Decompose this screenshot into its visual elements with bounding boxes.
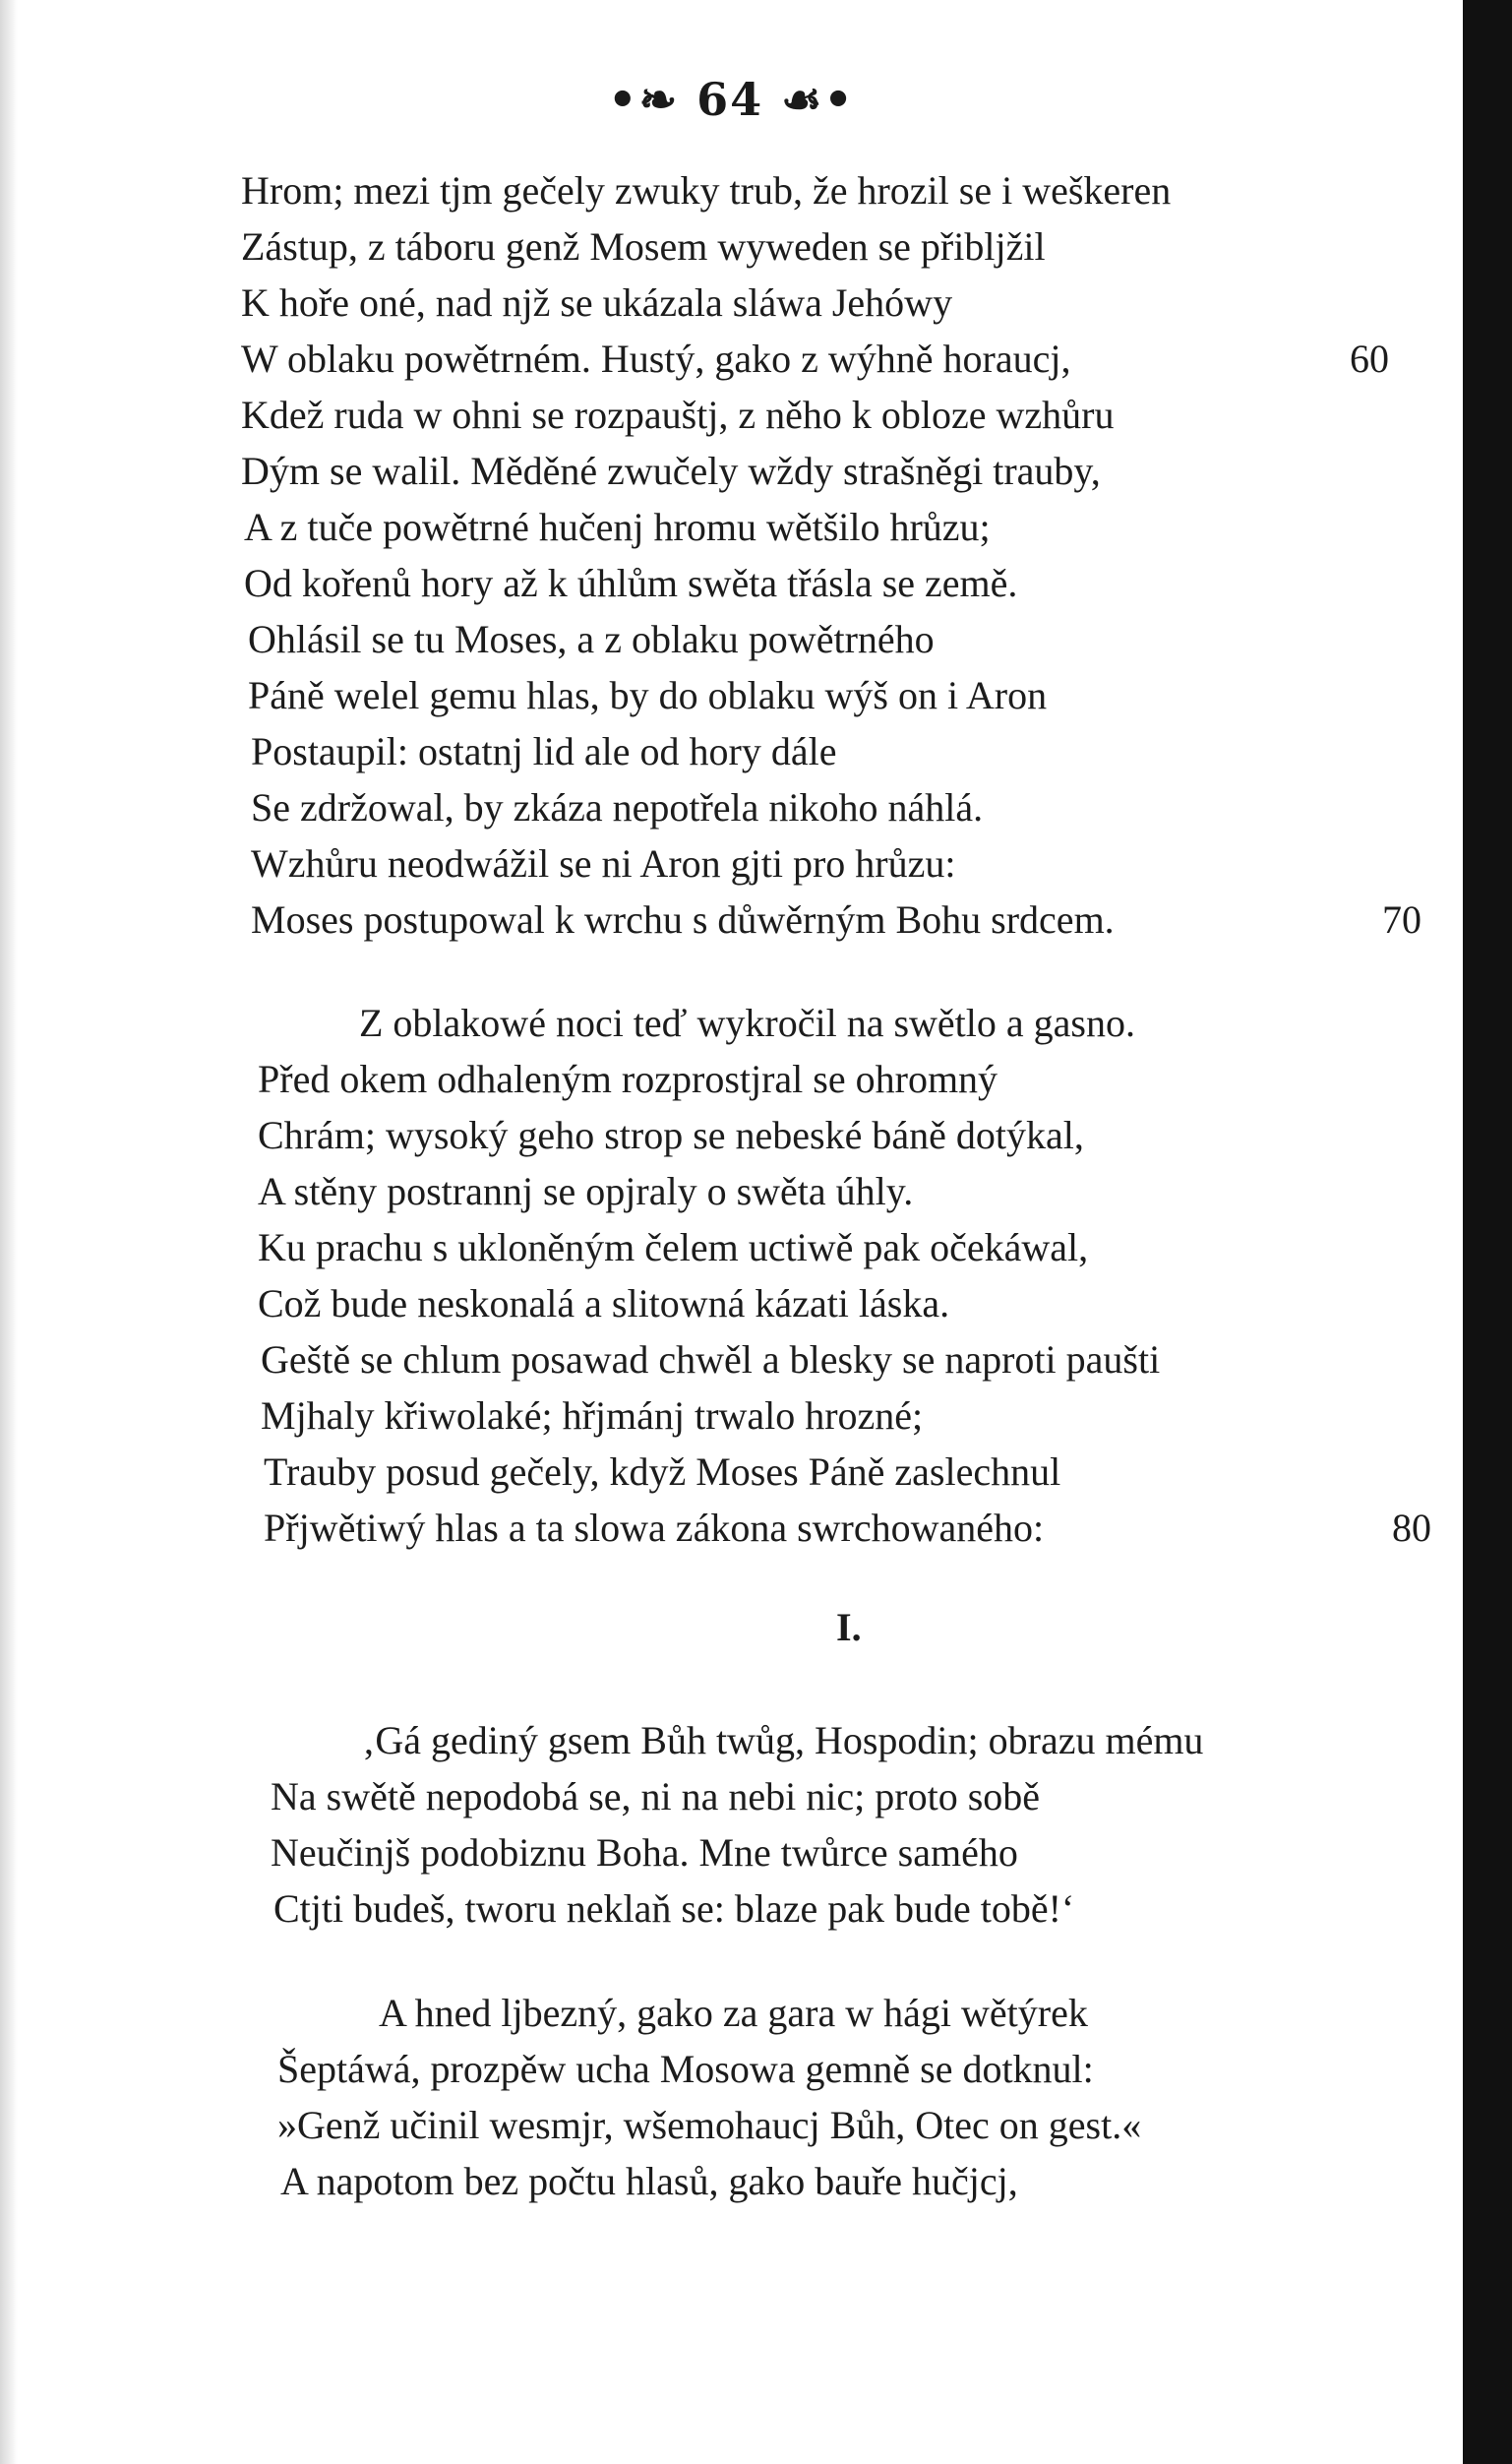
page-gutter-shadow <box>0 0 18 2464</box>
verse-line: Na swětě nepodobá se, ni na nebi nic; proto sobě <box>271 1774 1041 1818</box>
line-number-80: 80 <box>1392 1506 1431 1550</box>
verse-line: Ku prachu s ukloněným čelem uctiwě pak očekáwal, <box>258 1225 1089 1269</box>
verse-line: Dým se walil. Měděné zwučely wždy strašněgi trauby, <box>241 449 1101 493</box>
verse-line: Ctjti budeš, tworu neklaň se: blaze pak bude tobě!‘ <box>273 1886 1075 1931</box>
line-number-70: 70 <box>1382 897 1421 942</box>
verse-line: A z tuče powětrné hučenj hromu wětšilo hrůzu; <box>244 505 991 549</box>
verse-line: Chrám; wysoký geho strop se nebeské báně dotýkal, <box>258 1113 1084 1157</box>
verse-line: Zástup, z táboru genž Mosem wyweden se přibljžil <box>241 224 1046 269</box>
verse-line: »Genž učinil wesmjr, wšemohaucj Bůh, Otec on gest.« <box>277 2103 1142 2147</box>
verse-line: A napotom bez počtu hlasů, gako bauře hučjcj, <box>280 2159 1018 2203</box>
verse-line: Hrom; mezi tjm gečely zwuky trub, že hrozil se i weškeren <box>241 168 1172 213</box>
verse-line: Moses postupowal k wrchu s důwěrným Bohu srdcem. <box>251 897 1115 942</box>
verse-line: Mjhaly křiwolaké; hřjmánj trwalo hrozné; <box>261 1393 924 1438</box>
section-heading: I. <box>836 1605 862 1649</box>
verse-line: Geště se chlum posawad chwěl a blesky se naproti paušti <box>261 1337 1161 1382</box>
page-number: •❧ 64 ☙• <box>608 73 855 126</box>
verse-line: Páně welel gemu hlas, by do oblaku wýš on i Aron <box>248 673 1048 717</box>
verse-line: Přjwětiwý hlas a ta slowa zákona swrchowaného: <box>264 1506 1045 1550</box>
verse-line: Trauby posud gečely, když Moses Páně zaslechnul <box>264 1449 1061 1494</box>
verse-line: Neučinjš podobiznu Boha. Mne twůrce samého <box>271 1830 1018 1875</box>
verse-line: A stěny postrannj se opjraly o swěta úhly. <box>258 1169 914 1213</box>
verse-line: K hoře oné, nad njž se ukázala sláwa Jehówy <box>241 280 953 325</box>
verse-line: Se zdržowal, by zkáza nepotřela nikoho náhlá. <box>251 785 984 830</box>
verse-line: Postaupil: ostatnj lid ale od hory dále <box>251 729 837 773</box>
line-number-60: 60 <box>1350 337 1389 381</box>
verse-line: Z oblakowé noci teď wykročil na swětlo a gasno. <box>359 1001 1135 1045</box>
verse-line: Což bude neskonalá a slitowná kázati láska. <box>258 1281 950 1325</box>
verse-line: A hned ljbezný, gako za gara w hági wětýrek <box>379 1991 1088 2035</box>
verse-line: Kdež ruda w ohni se rozpauštj, z něho k obloze wzhůru <box>241 393 1115 437</box>
verse-line: ‚Gá gediný gsem Bůh twůg, Hospodin; obrazu mému <box>362 1718 1204 1762</box>
verse-line: W oblaku powětrném. Hustý, gako z wýhně horaucj, <box>241 337 1071 381</box>
verse-line: Wzhůru neodwážil se ni Aron gjti pro hrůzu: <box>251 841 956 886</box>
adjacent-page-edge <box>1463 0 1512 2464</box>
verse-line: Od kořenů hory až k úhlům swěta třásla se země. <box>244 561 1018 605</box>
verse-line: Šeptáwá, prozpěw ucha Mosowa gemně se dotknul: <box>277 2047 1094 2091</box>
verse-line: Ohlásil se tu Moses, a z oblaku powětrného <box>248 617 935 661</box>
verse-line: Před okem odhaleným rozprostjral se ohromný <box>258 1057 998 1101</box>
